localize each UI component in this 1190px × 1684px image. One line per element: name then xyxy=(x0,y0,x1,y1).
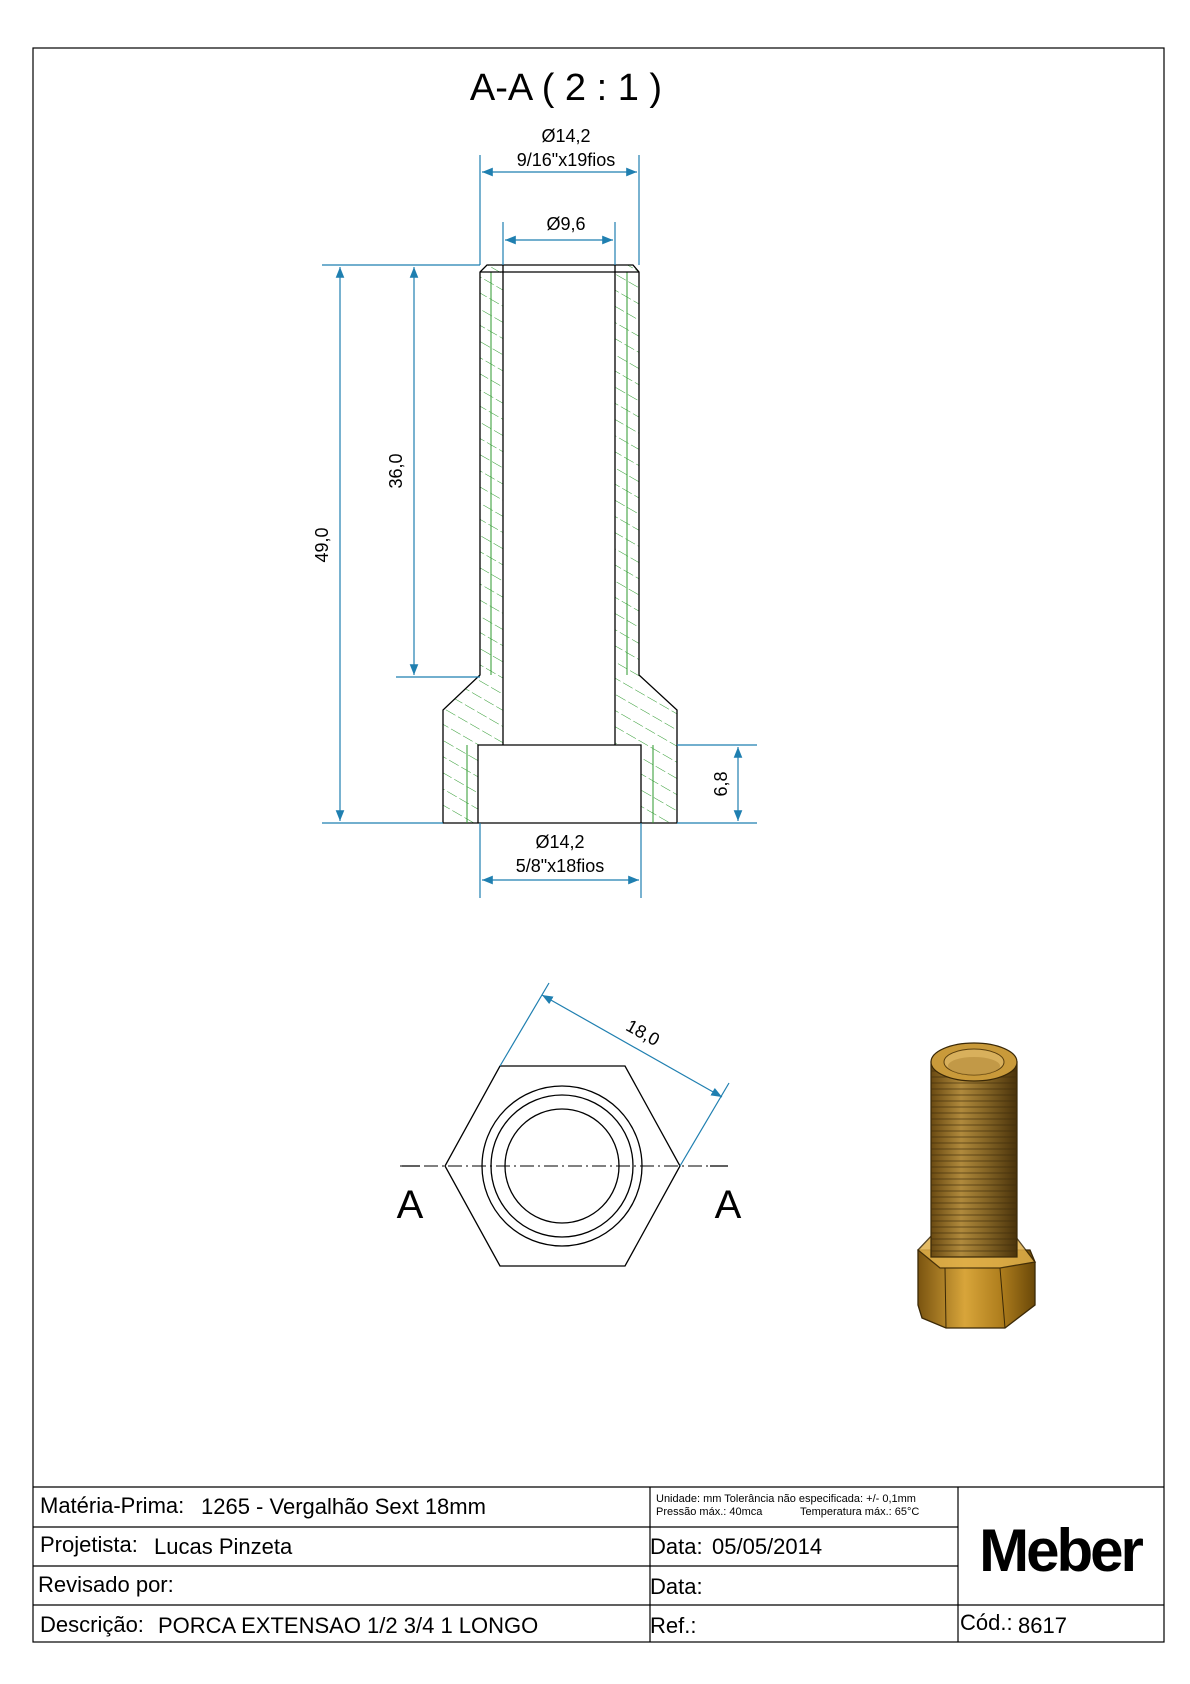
data1-label: Data: xyxy=(650,1534,703,1559)
top-thread-label: 9/16"x19fios xyxy=(516,150,616,170)
revisado-label: Revisado por: xyxy=(38,1572,174,1597)
descricao-value: PORCA EXTENSAO 1/2 3/4 1 LONGO xyxy=(158,1613,539,1638)
dim-bottom-depth xyxy=(677,745,757,823)
part-3d-render xyxy=(918,1043,1035,1328)
descricao-label: Descrição: xyxy=(40,1612,144,1637)
thread-length-label: 36,0 xyxy=(386,453,406,489)
data2-label: Data: xyxy=(650,1574,703,1599)
inner-dia-label: Ø9,6 xyxy=(546,214,586,234)
meber-logo: Meber xyxy=(979,1517,1141,1584)
hex-across-flats-label: 18,0 xyxy=(622,1015,664,1050)
section-view xyxy=(443,265,677,823)
bottom-dia-label: Ø14,2 xyxy=(535,832,585,852)
dim-thread-length xyxy=(386,267,480,677)
section-title: A-A ( 2 : 1 ) xyxy=(469,67,663,109)
projetista-value: Lucas Pinzeta xyxy=(154,1534,293,1559)
materia-value: 1265 - Vergalhão Sext 18mm xyxy=(201,1494,486,1519)
cod-value: 8617 xyxy=(1018,1613,1067,1638)
left-wall-hatch xyxy=(443,265,503,823)
specs-line2b: Temperatura máx.: 65°C xyxy=(800,1506,920,1518)
bottom-thread-label: 5/8"x18fios xyxy=(515,856,605,876)
projetista-label: Projetista: xyxy=(40,1532,138,1557)
dim-bottom-diameter xyxy=(480,823,641,898)
dim-hex-across-flats xyxy=(500,983,729,1166)
total-length-label: 49,0 xyxy=(312,527,332,563)
data1-value: 05/05/2014 xyxy=(712,1534,823,1559)
dim-inner-diameter xyxy=(503,214,615,265)
specs-line1: Unidade: mm Tolerância não especificada: +/- 0,1mm xyxy=(656,1493,916,1505)
specs-line2a: Pressão máx.: 40mca xyxy=(656,1506,763,1518)
hex-view xyxy=(397,1066,742,1266)
section-mark-left: A xyxy=(396,1183,424,1227)
ref-label: Ref.: xyxy=(650,1613,697,1638)
sheet-border xyxy=(33,48,1164,1642)
right-wall-hatch xyxy=(615,265,677,823)
materia-label: Matéria-Prima: xyxy=(40,1493,185,1518)
cod-label: Cód.: xyxy=(960,1610,1013,1635)
top-dia-label: Ø14,2 xyxy=(541,126,591,146)
bottom-depth-label: 6,8 xyxy=(711,771,731,797)
section-mark-right: A xyxy=(714,1183,742,1227)
